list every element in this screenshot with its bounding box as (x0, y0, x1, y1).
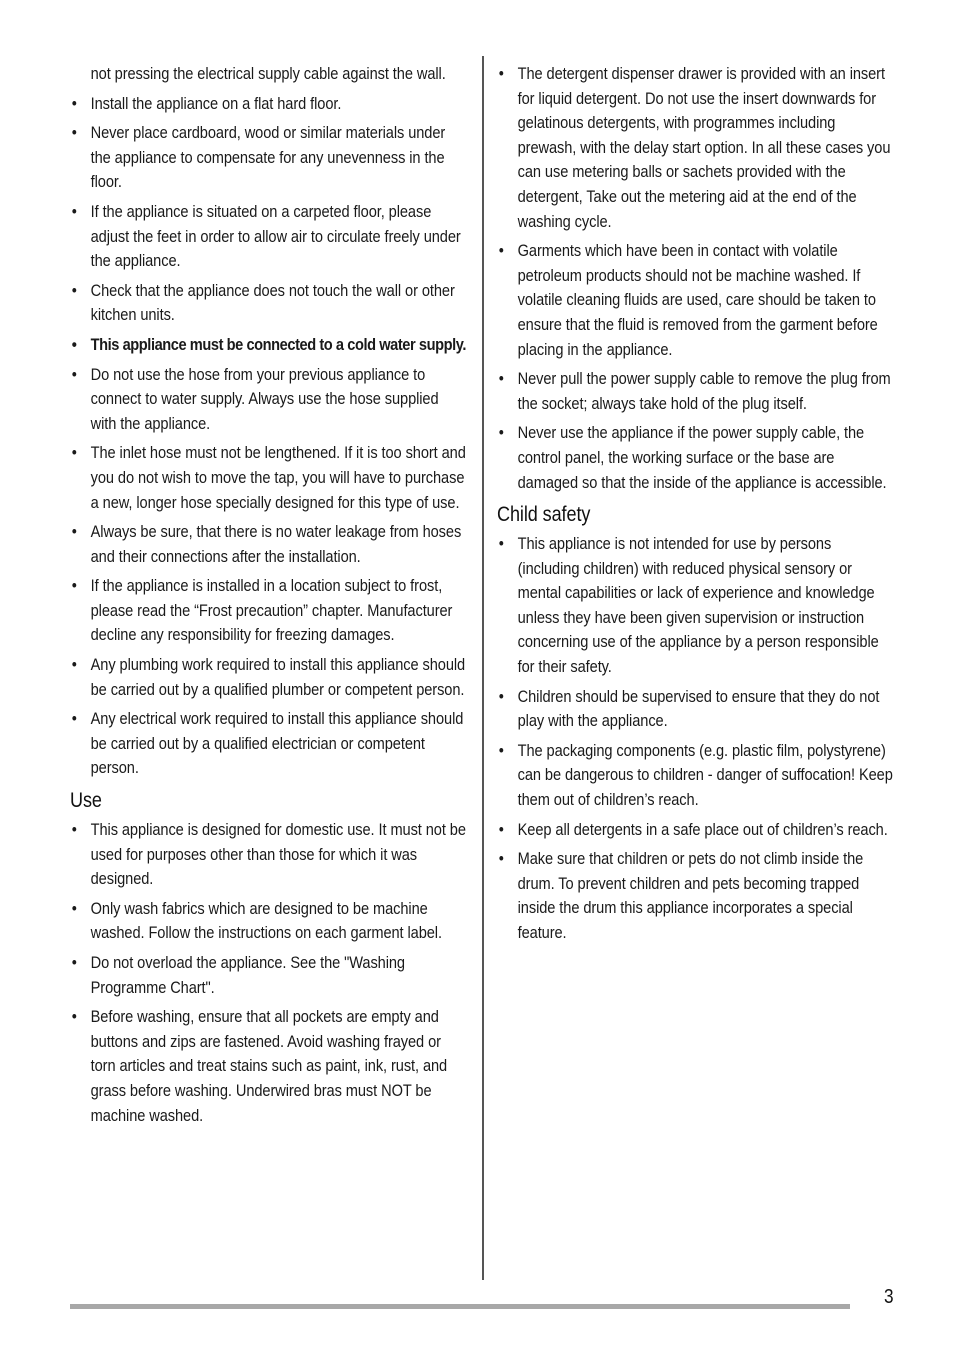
child-safety-list (497, 532, 894, 946)
list-item: • The detergent dispenser drawer is provided with an insert for liquid detergent. Do not use the insert downwards for gelatinous detergents, with programmes including prewash, with the delay start option. In all these cases you can use metering balls or sachets provided with the detergent, Take out the metering aid at the end of the washing cycle. (497, 62, 894, 234)
page-number: 3 (884, 1286, 894, 1308)
list-item: • Any plumbing work required to install this appliance should be carried out by a qualified plumber or competent person. (70, 653, 467, 702)
continuation-text: not pressing the electrical supply cable against the wall. (90, 64, 446, 83)
list-item: • Never pull the power supply cable to remove the plug from the socket; always take hold of the plug itself. (497, 367, 894, 416)
footer-rule (70, 1304, 850, 1309)
list-item: • Garments which have been in contact with volatile petroleum products should not be machine washed. If volatile cleaning fluids are used, care should be taken to ensure that the fluid is removed from the garment before placing in the appliance. (497, 239, 894, 362)
list-item: • Install the appliance on a flat hard floor. (70, 92, 467, 117)
list-item: • The inlet hose must not be lengthened. If it is too short and you do not wish to move the tap, you will have to purchase a new, longer hose specially designed for this type of use. (70, 441, 467, 515)
list-item: • The packaging components (e.g. plastic film, polystyrene) can be dangerous to children - danger of suffocation! Keep them out of children’s reach. (497, 739, 894, 813)
list-item: • Before washing, ensure that all pockets are empty and buttons and zips are fastened. Avoid washing frayed or torn articles and treat stains such as paint, ink, rust, and grass before washing. Underwired bras must NOT be machine washed. (70, 1005, 467, 1128)
list-item: • Do not use the hose from your previous appliance to connect to water supply. Always use the hose supplied with the appliance. (70, 363, 467, 437)
installation-list (70, 92, 467, 781)
right-column (497, 62, 894, 951)
use-list-continued (497, 62, 894, 495)
list-item: • This appliance must be connected to a cold water supply. (70, 333, 467, 358)
list-item: • Never use the appliance if the power supply cable, the control panel, the working surface or the base are damaged so that the inside of the appliance is accessible. (497, 421, 894, 495)
list-item: • Make sure that children or pets do not climb inside the drum. To prevent children and pets becoming trapped inside the drum this appliance incorporates a special feature. (497, 847, 894, 945)
list-item: • This appliance is not intended for use by persons (including children) with reduced physical sensory or mental capabilities or lack of experience and knowledge unless they have been given supervision or instruction concerning use of the appliance by a person responsible for their safety. (497, 532, 894, 680)
list-item: • If the appliance is situated on a carpeted floor, please adjust the feet in order to allow air to circulate freely under the appliance. (70, 200, 467, 274)
list-item: • Keep all detergents in a safe place out of children’s reach. (497, 818, 894, 843)
section-heading-child-safety: Child safety (497, 503, 591, 527)
list-item: • This appliance is designed for domestic use. It must not be used for purposes other than those for which it was designed. (70, 818, 467, 892)
list-item: • Only wash fabrics which are designed to be machine washed. Follow the instructions on each garment label. (70, 897, 467, 946)
list-item: • Do not overload the appliance. See the "Washing Programme Chart". (70, 951, 467, 1000)
list-item: • If the appliance is installed in a location subject to frost, please read the “Frost precaution” chapter. Manufacturer decline any responsibility for freezing damages. (70, 574, 467, 648)
column-divider (482, 56, 484, 1280)
list-item: • Never place cardboard, wood or similar materials under the appliance to compensate for any unevenness in the floor. (70, 121, 467, 195)
list-item: • Always be sure, that there is no water leakage from hoses and their connections after the installation. (70, 520, 467, 569)
list-item: • Any electrical work required to install this appliance should be carried out by a qualified electrician or competent person. (70, 707, 467, 781)
list-item: • Check that the appliance does not touch the wall or other kitchen units. (70, 279, 467, 328)
section-heading-use: Use (70, 789, 102, 813)
left-column (70, 62, 467, 1133)
use-list (70, 818, 467, 1128)
list-item: • Children should be supervised to ensure that they do not play with the appliance. (497, 685, 894, 734)
